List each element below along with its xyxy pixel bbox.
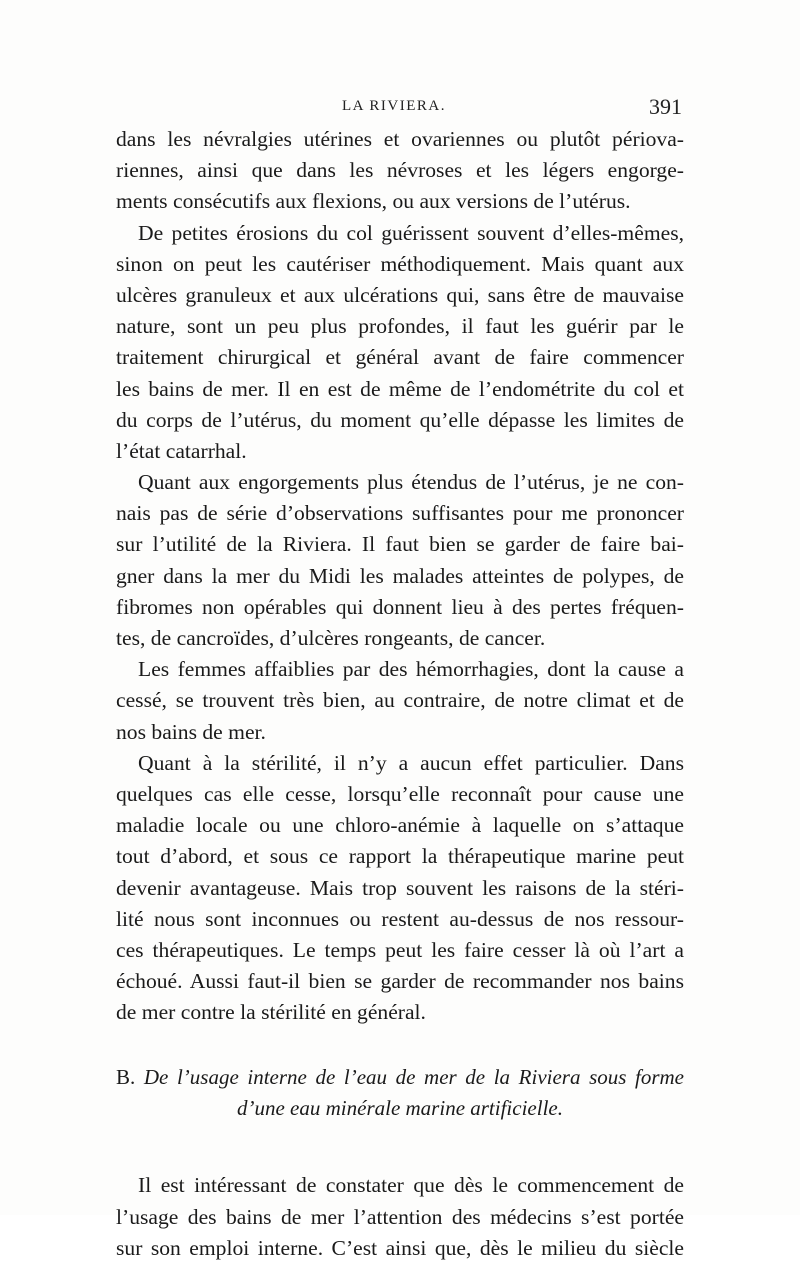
text-line: sur son emploi interne. C’est ainsi que, dès le milieu du siècle <box>116 1235 684 1260</box>
text-line: gner dans la mer du Midi les malades atteintes de polypes, de <box>116 563 684 588</box>
text-line: tes, de cancroïdes, d’ulcères rongeants, de cancer. <box>116 626 546 650</box>
text-line: cessé, se trouvent très bien, au contraire, de notre climat et de <box>116 688 684 713</box>
text-line: l’état catarrhal. <box>116 438 247 463</box>
body-text <box>116 124 684 1264</box>
text-line: ces thérapeutiques. Le temps peut les faire cesser là où l’art a <box>116 937 684 962</box>
text-line: dans les névralgies utérines et ovariennes ou plutôt périova- <box>116 127 684 151</box>
text-line: ments consécutifs aux flexions, ou aux versions de l’utérus. <box>116 189 631 214</box>
section-title-line-2: d’une eau minérale marine artificielle. <box>236 1096 563 1121</box>
section-title-line-1: De l’usage interne de l’eau de mer de la Riviera sous forme <box>143 1065 685 1090</box>
text-line: sur l’utilité de la Riviera. Il faut bien se garder de faire bai- <box>116 532 684 557</box>
text-line: sinon on peut les cautériser méthodiquement. Mais quant aux <box>116 251 684 276</box>
section-letter: B. <box>116 1065 136 1090</box>
text-line: nature, sont un peu plus profondes, il faut les guérir par le <box>116 314 684 339</box>
text-line: traitement chirurgical et général avant de faire commencer <box>116 345 684 370</box>
text-line: devenir avantageuse. Mais trop souvent les raisons de la stéri- <box>116 875 684 900</box>
text-line: tout d’abord, et sous ce rapport la thérapeutique marine peut <box>116 844 684 869</box>
text-line: quelques cas elle cesse, lorsqu’elle reconnaît pour cause une <box>116 781 684 806</box>
text-line: les bains de mer. Il en est de même de l’endométrite du col et <box>116 376 684 401</box>
page-number: 391 <box>649 94 682 119</box>
text-line: fibromes non opérables qui donnent lieu à des pertes fréquen- <box>116 594 684 619</box>
section-heading <box>116 1062 684 1093</box>
text-line: Quant à la stérilité, il n’y a aucun effet particulier. Dans <box>138 750 684 775</box>
section-spacer <box>116 1124 684 1170</box>
text-line: riennes, ainsi que dans les névroses et les légers engorge- <box>116 158 684 183</box>
text-line: maladie locale ou une chloro-anémie à laquelle on s’attaque <box>116 813 684 838</box>
running-header <box>0 94 800 124</box>
text-line: lité nous sont inconnues ou restent au-dessus de nos ressour- <box>116 906 684 931</box>
text-line: Les femmes affaiblies par des hémorrhagies, dont la cause a <box>138 657 684 682</box>
text-line: de mer contre la stérilité en général. <box>116 1000 426 1025</box>
text-line: du corps de l’utérus, du moment qu’elle dépasse les limites de <box>116 407 684 432</box>
text-line: ulcères granuleux et aux ulcérations qui, sans être de mauvaise <box>116 282 684 307</box>
text-line: nais pas de série d’observations suffisantes pour me prononcer <box>116 501 684 526</box>
text-line: Il est intéressant de constater que dès le commencement de <box>138 1173 684 1198</box>
text-line: l’usage des bains de mer l’attention des médecins s’est portée <box>116 1204 684 1229</box>
section-spacer <box>116 1028 684 1062</box>
text-line: De petites érosions du col guérissent souvent d’elles-mêmes, <box>138 220 684 245</box>
running-title: LA RIVIERA. <box>342 98 446 114</box>
text-line: nos bains de mer. <box>116 719 266 744</box>
text-line: échoué. Aussi faut-il bien se garder de recommander nos bains <box>116 969 684 994</box>
text-line: Quant aux engorgements plus étendus de l’utérus, je ne con- <box>138 470 684 495</box>
